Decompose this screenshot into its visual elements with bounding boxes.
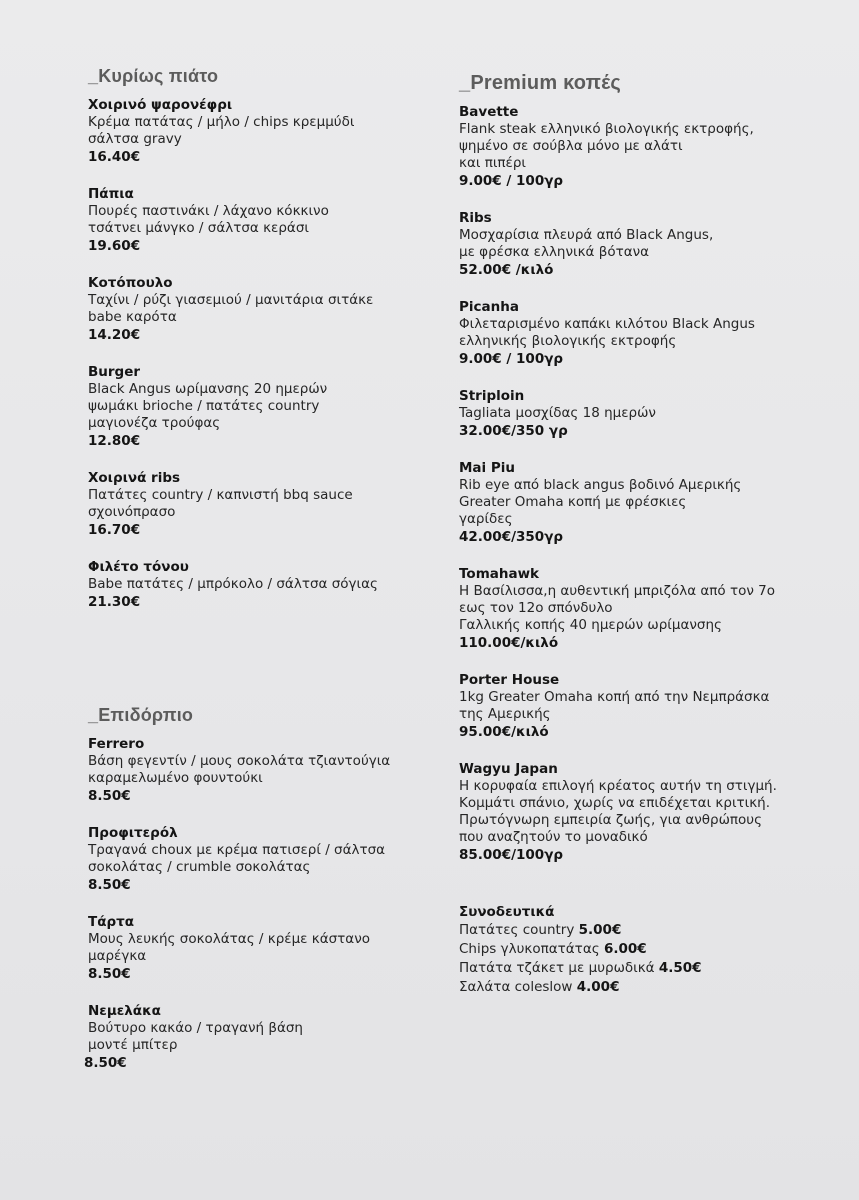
menu-item-pork-tenderloin [88, 97, 448, 166]
item-price: 14.20€ [88, 327, 141, 343]
item-desc-line: τσάτνει μάνγκο / σάλτσα κεράσι [88, 220, 309, 236]
item-desc-line: Ταχίνι / ρύζι γιασεμιού / μανιτάρια σιτάκε [88, 292, 374, 308]
item-name: Κοτόπουλο [88, 275, 173, 291]
item-desc-line: μοντέ μπίτερ [88, 1037, 178, 1053]
menu-item-ferrero [88, 736, 448, 805]
menu-item-chicken [88, 275, 448, 344]
item-desc-line: καραμελωμένο φουντούκι [88, 770, 263, 786]
item-desc-line: Βούτυρο κακάο / τραγανή βάση [88, 1020, 303, 1036]
side-name: Σαλάτα coleslow [459, 979, 573, 995]
item-price: 8.50€ [88, 877, 131, 893]
item-desc-line: σχοινόπρασο [88, 504, 176, 520]
item-desc-line: σάλτσα gravy [88, 131, 182, 147]
item-name: Πάπια [88, 186, 134, 202]
item-name: Ribs [459, 210, 492, 226]
item-name: Porter House [459, 672, 560, 688]
item-price: 85.00€/100γρ [459, 847, 564, 863]
sides-title: Συνοδευτικά [459, 904, 555, 920]
item-desc-line: και πιπέρι [459, 155, 526, 171]
item-price: 21.30€ [88, 594, 141, 610]
item-name: Tomahawk [459, 566, 540, 582]
item-desc-line: Βάση φεγεντίν / μους σοκολάτα τζιαντούγια [88, 753, 391, 769]
item-name: Χοιρινό ψαρονέφρι [88, 97, 233, 113]
item-name: Burger [88, 364, 141, 380]
item-name: Τάρτα [88, 914, 135, 930]
item-desc-line: Babe πατάτες / μπρόκολο / σάλτσα σόγιας [88, 576, 378, 592]
item-desc-line: σοκολάτας / crumble σοκολάτας [88, 859, 311, 875]
side-item [459, 921, 839, 940]
menu-item-duck [88, 186, 448, 255]
item-name: Χοιρινά ribs [88, 470, 181, 486]
item-desc-line: Η Βασίλισσα,η αυθεντική μπριζόλα από τον 7ο [459, 583, 776, 599]
item-desc-line: Κρέμα πατάτας / μήλο / chips κρεμμύδι [88, 114, 355, 130]
item-price: 12.80€ [88, 433, 141, 449]
side-name: Chips γλυκοπατάτας [459, 941, 600, 957]
item-desc-line: ψημένο σε σούβλα μόνο με αλάτι [459, 138, 683, 154]
item-name: Picanha [459, 299, 519, 315]
menu-item-ribs [459, 210, 839, 279]
item-price: 42.00€/350γρ [459, 529, 564, 545]
item-desc-line: Τραγανά choux με κρέμα πατισερί / σάλτσα [88, 842, 386, 858]
item-desc-line: Μους λευκής σοκολάτας / κρέμε κάστανο [88, 931, 370, 947]
sides-list [459, 904, 839, 997]
item-name: Mai Piu [459, 460, 516, 476]
item-desc-line: Rib eye από black angus βοδινό Αμερικής [459, 477, 742, 493]
item-name: Προφιτερόλ [88, 825, 178, 841]
item-desc-line: Πατάτες country / καπνιστή bbq sauce [88, 487, 353, 503]
menu-item-namelaka [84, 1003, 448, 1072]
item-desc-line: Γαλλικής κοπής 40 ημερών ωρίμανσης [459, 617, 722, 633]
item-desc-line: μαρέγκα [88, 948, 147, 964]
side-price: 4.50€ [658, 960, 702, 976]
side-item [459, 978, 839, 997]
item-price: 110.00€/κιλό [459, 635, 559, 651]
side-name: Πατάτα τζάκετ με μυρωδικά [459, 960, 655, 976]
side-item [459, 940, 839, 959]
mains-section-title: _Κυρίως πιάτο [88, 66, 219, 86]
menu-item-pork-ribs [88, 470, 448, 539]
menu-item-wagyu-japan [459, 761, 839, 864]
item-desc-line: Greater Omaha κοπή με φρέσκιες [459, 494, 687, 510]
item-name: Wagyu Japan [459, 761, 558, 777]
item-price: 16.70€ [88, 522, 141, 538]
item-price: 8.50€ [84, 1055, 127, 1071]
item-name: Striploin [459, 388, 525, 404]
menu-item-burger [88, 364, 448, 450]
item-name: Ferrero [88, 736, 145, 752]
side-price: 4.00€ [576, 979, 620, 995]
item-desc-line: Tagliata μοσχίδας 18 ημερών [459, 405, 656, 421]
item-desc-line: 1kg Greater Omaha κοπή από την Νεμπράσκα [459, 689, 770, 705]
item-price: 19.60€ [88, 238, 141, 254]
item-desc-line: γαρίδες [459, 511, 513, 527]
menu-item-picanha [459, 299, 839, 368]
right-column [459, 72, 839, 997]
side-price: 5.00€ [578, 922, 622, 938]
item-price: 16.40€ [88, 149, 141, 165]
item-desc-line: Πρωτόγνωρη εμπειρία ζωής, για ανθρώπους [459, 812, 763, 828]
side-item [459, 959, 839, 978]
menu-item-porter-house [459, 672, 839, 741]
item-desc-line: που αναζητούν το μοναδικό [459, 829, 648, 845]
item-desc-line: Flank steak ελληνικό βιολογικής εκτροφής, [459, 121, 754, 137]
item-name: Νεμελάκα [88, 1003, 161, 1019]
item-price: 8.50€ [88, 788, 131, 804]
side-name: Πατάτες country [459, 922, 575, 938]
item-price: 8.50€ [88, 966, 131, 982]
menu-item-tomahawk [459, 566, 839, 652]
item-desc-line: μαγιονέζα τρούφας [88, 415, 221, 431]
desserts-section-title: _Επιδόρπιο [88, 705, 194, 725]
menu-item-bavette [459, 104, 839, 190]
item-desc-line: Μοσχαρίσια πλευρά από Black Angus, [459, 227, 714, 243]
menu-item-mai-piu [459, 460, 839, 546]
item-desc-line: Black Angus ωρίμανσης 20 ημερών [88, 381, 328, 397]
item-name: Φιλέτο τόνου [88, 559, 189, 575]
item-price: 95.00€/κιλό [459, 724, 549, 740]
menu-item-profiterole [88, 825, 448, 894]
item-desc-line: Πουρές παστινάκι / λάχανο κόκκινο [88, 203, 329, 219]
item-name: Bavette [459, 104, 519, 120]
item-desc-line: Φιλεταρισμένο καπάκι κιλότου Black Angus [459, 316, 755, 332]
item-desc-line: της Αμερικής [459, 706, 551, 722]
menu-item-tart [88, 914, 448, 983]
premium-section-title: _Premium κοπές [459, 72, 621, 94]
item-price: 52.00€ /κιλό [459, 262, 554, 278]
item-price: 32.00€/350 γρ [459, 423, 568, 439]
menu-item-tuna-fillet [88, 559, 448, 611]
item-desc-line: ψωμάκι brioche / πατάτες country [88, 398, 320, 414]
side-price: 6.00€ [603, 941, 647, 957]
item-price: 9.00€ / 100γρ [459, 173, 564, 189]
item-desc-line: εως τον 12ο σπόνδυλο [459, 600, 613, 616]
item-desc-line: ελληνικής βιολογικής εκτροφής [459, 333, 677, 349]
item-desc-line: Κομμάτι σπάνιο, χωρίς να επιδέχεται κριτική. [459, 795, 771, 811]
item-desc-line: babe καρότα [88, 309, 177, 325]
menu-item-striploin [459, 388, 839, 440]
left-column [84, 66, 448, 1072]
item-desc-line: με φρέσκα ελληνικά βότανα [459, 244, 650, 260]
item-price: 9.00€ / 100γρ [459, 351, 564, 367]
item-desc-line: Η κορυφαία επιλογή κρέατος αυτήν τη στιγμή. [459, 778, 777, 794]
